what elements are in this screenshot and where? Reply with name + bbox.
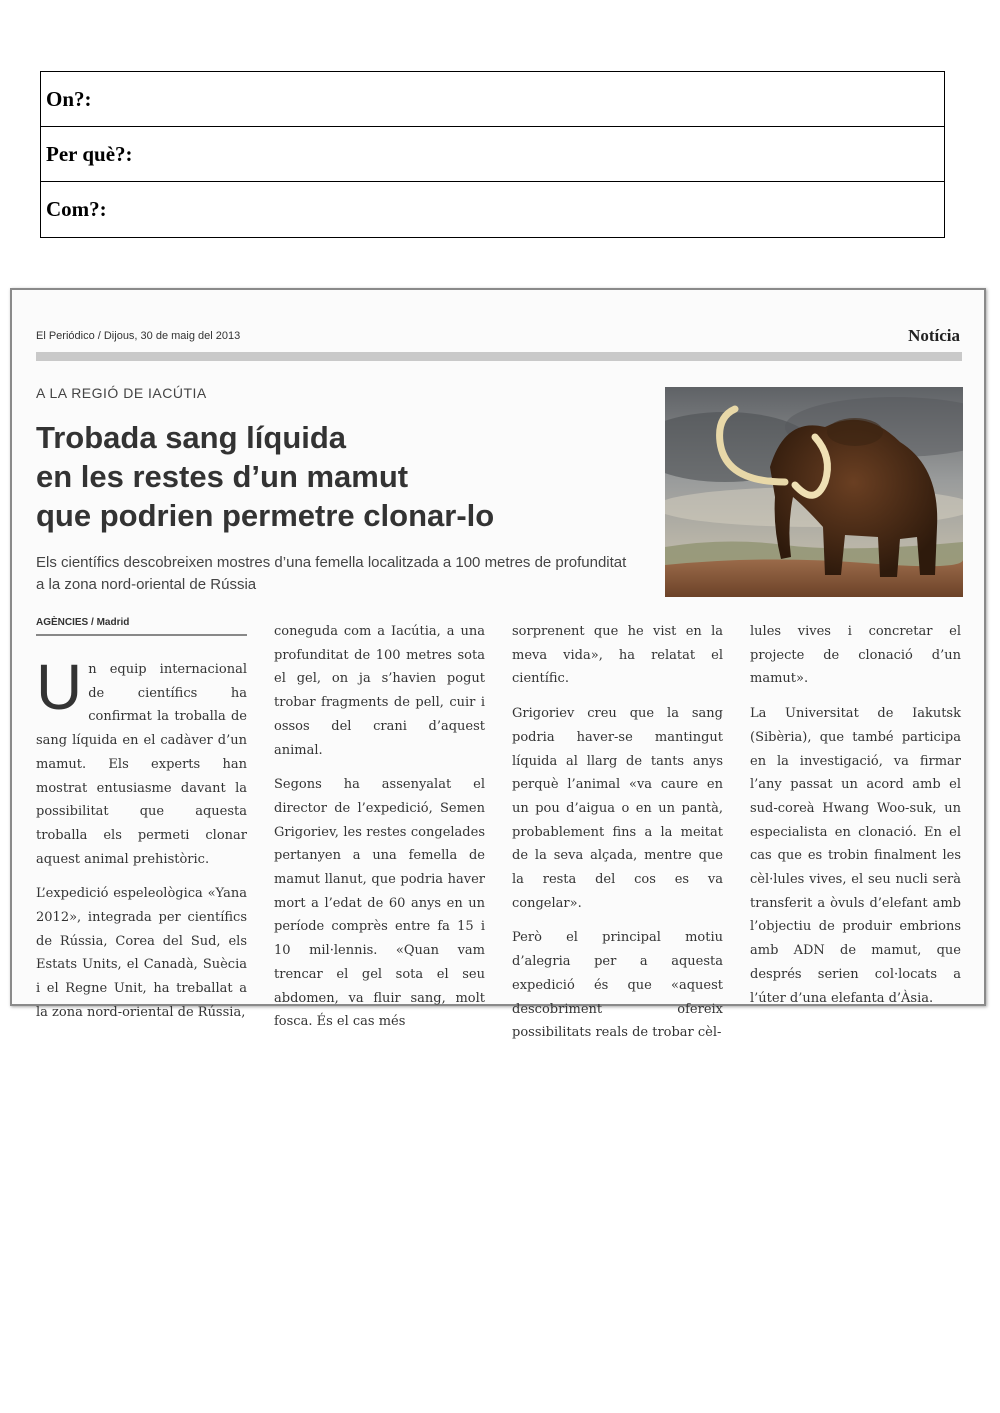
question-com-label: Com?:	[46, 197, 107, 221]
column-2-paragraph-2: Segons ha assenyalat el director de l’expedició, Semen Grigoriev, les restes congelades pertanyen a una femella de mamut llanut, que podria haver mort a l’edat de 60 anys en un període comprès entre fa 15 i 10 mil·lennis. «Quan vam trencar el gel sota el seu abdomen, va fluir sang, molt fosca. És el cas més	[274, 777, 485, 1030]
article-column-4	[750, 620, 961, 1021]
article-column-1	[36, 616, 247, 1036]
byline: AGÈNCIES / Madrid	[36, 616, 247, 636]
question-per-que-label: Per què?:	[46, 141, 133, 166]
column-3-paragraph-1: sorprenent que he vist en la meva vida», ha relatat el científic.	[512, 624, 723, 687]
question-on-label: On?:	[46, 86, 92, 111]
subheadline: Els científics descobreixen mostres d’una femella localitzada a 100 metres de profunditat a la zona nord-oriental de Rússia	[36, 554, 627, 593]
article-column-2	[274, 620, 485, 1045]
column-2-paragraph-1: coneguda com a Iacútia, a una profunditat de 100 metres sota el gel, on ja s’havien pogut trobar fragments de pell, cuir i ossos del crani d’aquest animal.	[274, 624, 485, 758]
headline-line-3: que podrien permetre clonar-lo	[36, 498, 495, 533]
headline-line-1: Trobada sang líquida	[36, 420, 347, 455]
kicker: A LA REGIÓ DE IACÚTIA	[36, 385, 207, 401]
question-on[interactable]	[41, 72, 944, 127]
column-1-paragraph-1-text: n equip internacional de científics ha confirmat la troballa de sang líquida en el cadàver d’un mamut. Els experts han mostrat entusiasme davant la possibilitat que aquesta troballa els permeti clonar aquest animal prehistòric.	[36, 662, 247, 867]
headline	[36, 418, 636, 535]
question-per-que[interactable]	[41, 127, 944, 182]
question-table	[40, 71, 945, 238]
headline-line-2: en les restes d’un mamut	[36, 459, 409, 494]
column-4-paragraph-2: La Universitat de Iakutsk (Sibèria), que també participa en la investigació, va firmar l’any passat un acord amb el sud-coreà Hwang Woo-suk, un especialista en clonació. En el cas que es trobin finalment les cèl·lules vives, el seu nucli serà transferit a òvuls d’elefant amb l’objectiu de produir embrions amb ADN de mamut, que després serien col·locats a l’úter d’una elefanta d’Àsia.	[750, 706, 961, 1006]
article-column-3	[512, 620, 723, 1056]
column-1-paragraph-1	[36, 651, 247, 871]
masthead: El Periódico / Dijous, 30 de maig del 2013	[36, 330, 241, 342]
section-label: Notícia	[908, 326, 960, 345]
column-4-paragraph-1: lules vives i concretar el projecte de clonació d’un mamut».	[750, 624, 961, 687]
column-3-paragraph-2: Grigoriev creu que la sang podria haver-se mantingut líquida al llarg de tants anys perquè l’animal «va caure en un pou d’aigua o en un pantà, probablement fins a la meitat de la seva alçada, mentre que la resta del cos es va congelar».	[512, 706, 723, 911]
column-1-paragraph-2: L’expedició espeleològica «Yana 2012», integrada per científics de Rússia, Corea del Sud, els Estats Units, el Canadà, Suècia i el Regne Unit, ha treballat a la zona nord-oriental de Rússia,	[36, 886, 247, 1020]
mammoth-photo	[665, 387, 963, 597]
drop-cap: U	[36, 651, 83, 723]
column-3-paragraph-3: Però el principal motiu d’alegria per a aquesta expedició és que «aquest descobriment ofereix possibilitats reals de trobar cèl-	[512, 930, 723, 1041]
divider-bar	[36, 352, 962, 361]
question-com[interactable]	[41, 182, 944, 237]
mammoth-photo-icon	[665, 387, 963, 597]
newspaper-clipping	[10, 288, 986, 1041]
